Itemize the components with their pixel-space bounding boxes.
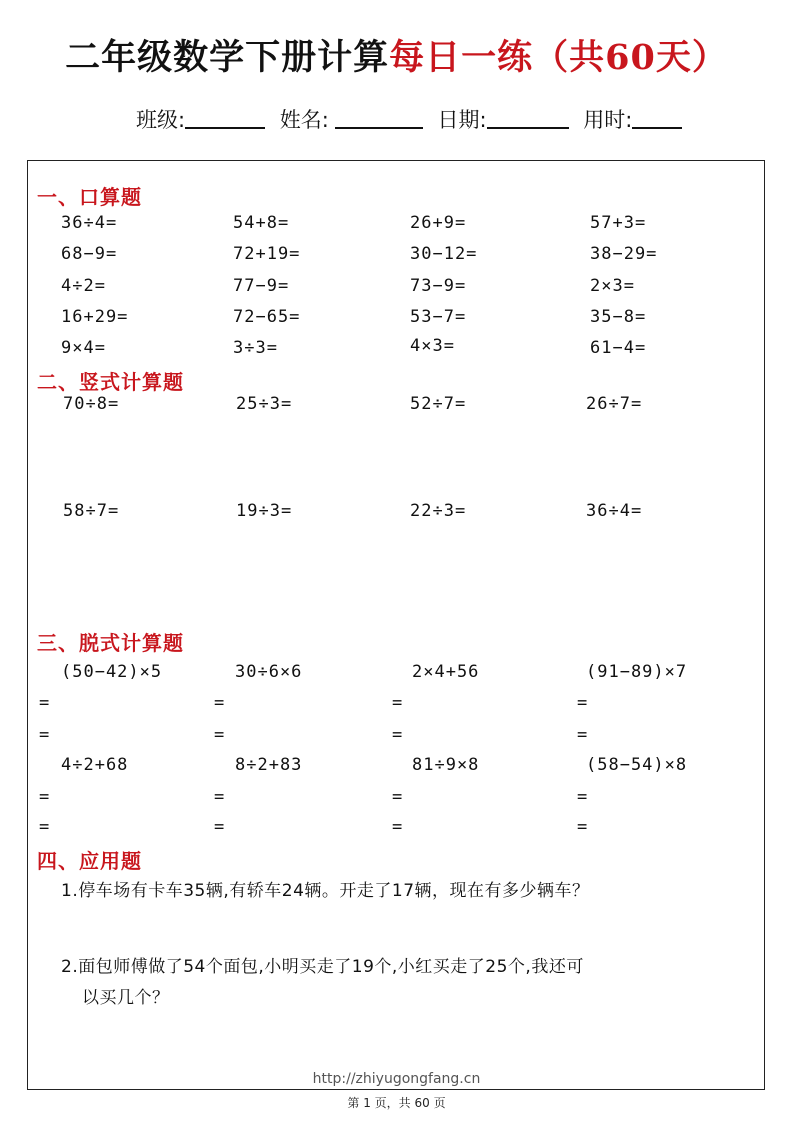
time-label: 用时: bbox=[583, 108, 633, 132]
equals-step: = bbox=[392, 817, 403, 837]
equals-step: = bbox=[214, 787, 225, 807]
student-info-line bbox=[136, 104, 690, 134]
equals-step: = bbox=[392, 693, 403, 713]
class-label: 班级: bbox=[136, 108, 186, 132]
oral-problem: 35−8= bbox=[590, 307, 647, 327]
equals-step: = bbox=[39, 787, 50, 807]
vertical-problem: 19÷3= bbox=[236, 501, 293, 521]
oral-problem: 3÷3= bbox=[233, 338, 278, 358]
oral-problem: 61−4= bbox=[590, 338, 647, 358]
oral-problem: 77−9= bbox=[233, 276, 290, 296]
section-word-problems-heading: 四、应用题 bbox=[37, 849, 142, 873]
equals-step: = bbox=[39, 817, 50, 837]
name-label: 姓名: bbox=[279, 108, 329, 132]
stepwise-problem: (50−42)×5 bbox=[61, 662, 163, 682]
date-label: 日期: bbox=[437, 108, 487, 132]
oral-problem: 68−9= bbox=[61, 244, 118, 264]
date-blank[interactable] bbox=[487, 107, 569, 129]
oral-problem: 9×4= bbox=[61, 338, 106, 358]
vertical-problem: 52÷7= bbox=[410, 394, 467, 414]
worksheet-frame bbox=[27, 160, 765, 1090]
stepwise-problem: 8÷2+83 bbox=[235, 755, 303, 775]
time-blank[interactable] bbox=[632, 107, 682, 129]
stepwise-problem: 4÷2+68 bbox=[61, 755, 129, 775]
oral-problem: 57+3= bbox=[590, 213, 647, 233]
oral-problem: 16+29= bbox=[61, 307, 129, 327]
equals-step: = bbox=[577, 725, 588, 745]
equals-step: = bbox=[392, 725, 403, 745]
worksheet-title bbox=[0, 30, 793, 80]
section-vertical-heading: 二、竖式计算题 bbox=[37, 370, 184, 394]
word-problem-2-line2: 以买几个？ bbox=[82, 988, 170, 1008]
equals-step: = bbox=[392, 787, 403, 807]
equals-step: = bbox=[39, 693, 50, 713]
oral-problem: 4×3= bbox=[410, 336, 455, 356]
vertical-problem: 25÷3= bbox=[236, 394, 293, 414]
class-blank[interactable] bbox=[185, 107, 265, 129]
oral-problem: 72+19= bbox=[233, 244, 301, 264]
name-blank[interactable] bbox=[335, 107, 423, 129]
vertical-problem: 22÷3= bbox=[410, 501, 467, 521]
oral-problem: 2×3= bbox=[590, 276, 635, 296]
stepwise-problem: 30÷6×6 bbox=[235, 662, 303, 682]
oral-problem: 36÷4= bbox=[61, 213, 118, 233]
equals-step: = bbox=[214, 725, 225, 745]
equals-step: = bbox=[214, 693, 225, 713]
footer-url[interactable]: http://zhiyugongfang.cn bbox=[312, 1071, 481, 1087]
title-highlight: 每日一练（共60天） bbox=[389, 37, 728, 78]
equals-step: = bbox=[39, 725, 50, 745]
vertical-problem: 58÷7= bbox=[63, 501, 120, 521]
oral-problem: 26+9= bbox=[410, 213, 467, 233]
word-problem-1: 1.停车场有卡车35辆,有轿车24辆。开走了17辆，现在有多少辆车？ bbox=[61, 881, 590, 901]
vertical-problem: 36÷4= bbox=[586, 501, 643, 521]
equals-step: = bbox=[577, 693, 588, 713]
vertical-problem: 70÷8= bbox=[63, 394, 120, 414]
stepwise-problem: 2×4+56 bbox=[412, 662, 480, 682]
word-problem-2-line1: 2.面包师傅做了54个面包,小明买走了19个,小红买走了25个,我还可 bbox=[61, 957, 584, 977]
oral-problem: 38−29= bbox=[590, 244, 658, 264]
stepwise-problem: 81÷9×8 bbox=[412, 755, 480, 775]
oral-problem: 30−12= bbox=[410, 244, 478, 264]
equals-step: = bbox=[577, 817, 588, 837]
stepwise-problem: (58−54)×8 bbox=[586, 755, 688, 775]
page-number: 第 1 页，共 60 页 bbox=[347, 1096, 446, 1110]
stepwise-problem: (91−89)×7 bbox=[586, 662, 688, 682]
vertical-problem: 26÷7= bbox=[586, 394, 643, 414]
oral-problem: 53−7= bbox=[410, 307, 467, 327]
title-main: 二年级数学下册计算 bbox=[65, 37, 390, 78]
oral-problem: 73−9= bbox=[410, 276, 467, 296]
section-oral-heading: 一、口算题 bbox=[37, 185, 142, 209]
equals-step: = bbox=[577, 787, 588, 807]
oral-problem: 72−65= bbox=[233, 307, 301, 327]
oral-problem: 4÷2= bbox=[61, 276, 106, 296]
oral-problem: 54+8= bbox=[233, 213, 290, 233]
section-stepwise-heading: 三、脱式计算题 bbox=[37, 631, 184, 655]
equals-step: = bbox=[214, 817, 225, 837]
